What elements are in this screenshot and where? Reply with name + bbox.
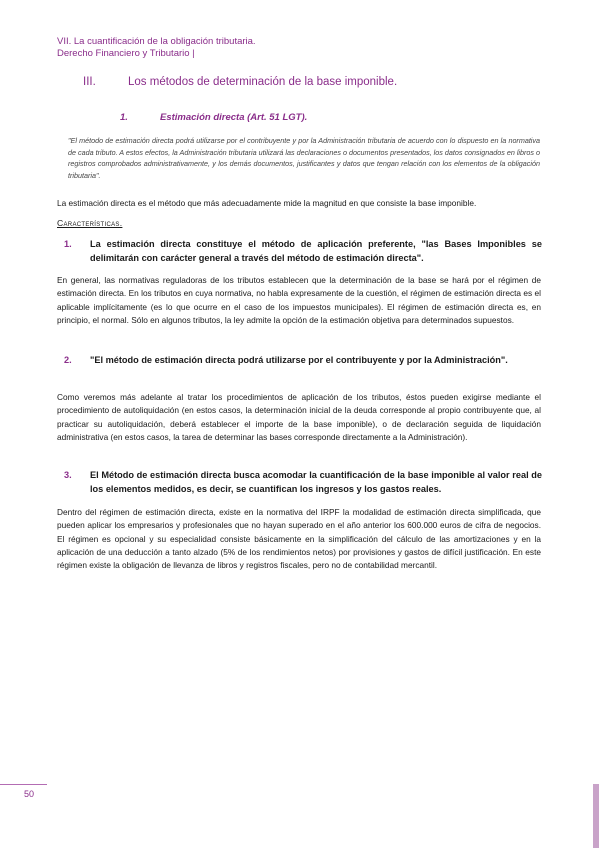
margin-decoration — [593, 784, 599, 848]
item-body-1: En general, las normativas reguladoras de los tributos establecen que la determinación de la base se hará por el régimen de estimación directa. En los tributos en cuya normativa, no habla expresamente de la cuestión, el régimen de estimación directa es el aplicable implícitamente (es lo que ocurre en el caso de los impuestos municipales). El régimen de estimación directa es, en principio, el normal. Sólo en algunos tributos, la ley admite la opción de la estimación objetiva para determinados supuestos. — [57, 275, 541, 325]
subsection-title — [120, 112, 307, 123]
item-title: "El método de estimación directa podrá utilizarse por el contribuyente y por la Administración". — [90, 355, 508, 365]
section-title — [83, 76, 397, 88]
characteristic-item-1 — [64, 238, 542, 265]
item-body-3: Dentro del régimen de estimación directa, existe en la normativa del IRPF la modalidad de estimación directa simplificada, que pueden aplicar los empresarios y profesionales que no hayan superado en el año anterior los 600.000 euros de cifra de negocios. El régimen es opcional y su especialidad consiste básicamente en la simplificación del cálculo de las amortizaciones y en la aplicación de una deducción a tanto alzado (5% de los rendimientos netos) por provisiones y gastos de difícil justificación. En este régimen existe la obligación de llevanza de libros y registros fiscales, pero no de contabilidad mercantil. — [57, 507, 541, 571]
header-subject: Derecho Financiero y Tributario | — [57, 48, 195, 59]
item-title: La estimación directa constituye el método de aplicación preferente, "las Bases Imponibles se delimitarán con carácter general a través del método de estimación directa". — [90, 239, 542, 263]
item-number: 3. — [64, 470, 72, 480]
running-header — [57, 36, 256, 60]
section-number: III. — [83, 76, 96, 88]
subsection-title-text: Estimación directa (Art. 51 LGT). — [160, 112, 308, 123]
section-title-text: Los métodos de determinación de la base imponible. — [128, 76, 398, 88]
item-body-2: Como veremos más adelante al tratar los procedimientos de aplicación de los tributos, éstos pueden exigirse mediante el procedimiento de autoliquidación (en estos casos, la determinación inicial de la deuda corresponde al propio contribuyente que, al practicar su autoliquidación, deberá establecer el importe de la base imponible), o de declaración seguida de liquidación administrativa (en estos casos, la tarea de determinar las bases corresponde directamente a la Administración). — [57, 392, 541, 442]
characteristics-heading: Características. — [57, 218, 123, 228]
item-number: 1. — [64, 239, 72, 249]
page-number: 50 — [24, 789, 35, 799]
header-chapter: VII. La cuantificación de la obligación tributaria. — [57, 36, 256, 47]
intro-paragraph: La estimación directa es el método que más adecuadamente mide la magnitud en que consiste la base imponible. — [57, 198, 477, 208]
characteristic-item-2 — [64, 354, 542, 368]
footer-divider — [0, 784, 47, 785]
characteristic-item-3 — [64, 469, 542, 496]
subsection-number: 1. — [120, 112, 128, 123]
item-title: El Método de estimación directa busca acomodar la cuantificación de la base imponible al valor real de los elementos medidos, es decir, se cuantifican los ingresos y los gastos reales. — [90, 470, 542, 494]
legal-quote: "El método de estimación directa podrá utilizarse por el contribuyente y por la Administración tributaria de acuerdo con lo dispuesto en la normativa de cada tributo. A estos efectos, la Administración tributaria utilizará las declaraciones o documentos presentados, los datos consignados en libros o registros comprobados administrativamente, y los demás documentos, justificantes y datos que tengan relación con los elementos de la obligación tributaria". — [68, 136, 540, 180]
item-number: 2. — [64, 355, 72, 365]
